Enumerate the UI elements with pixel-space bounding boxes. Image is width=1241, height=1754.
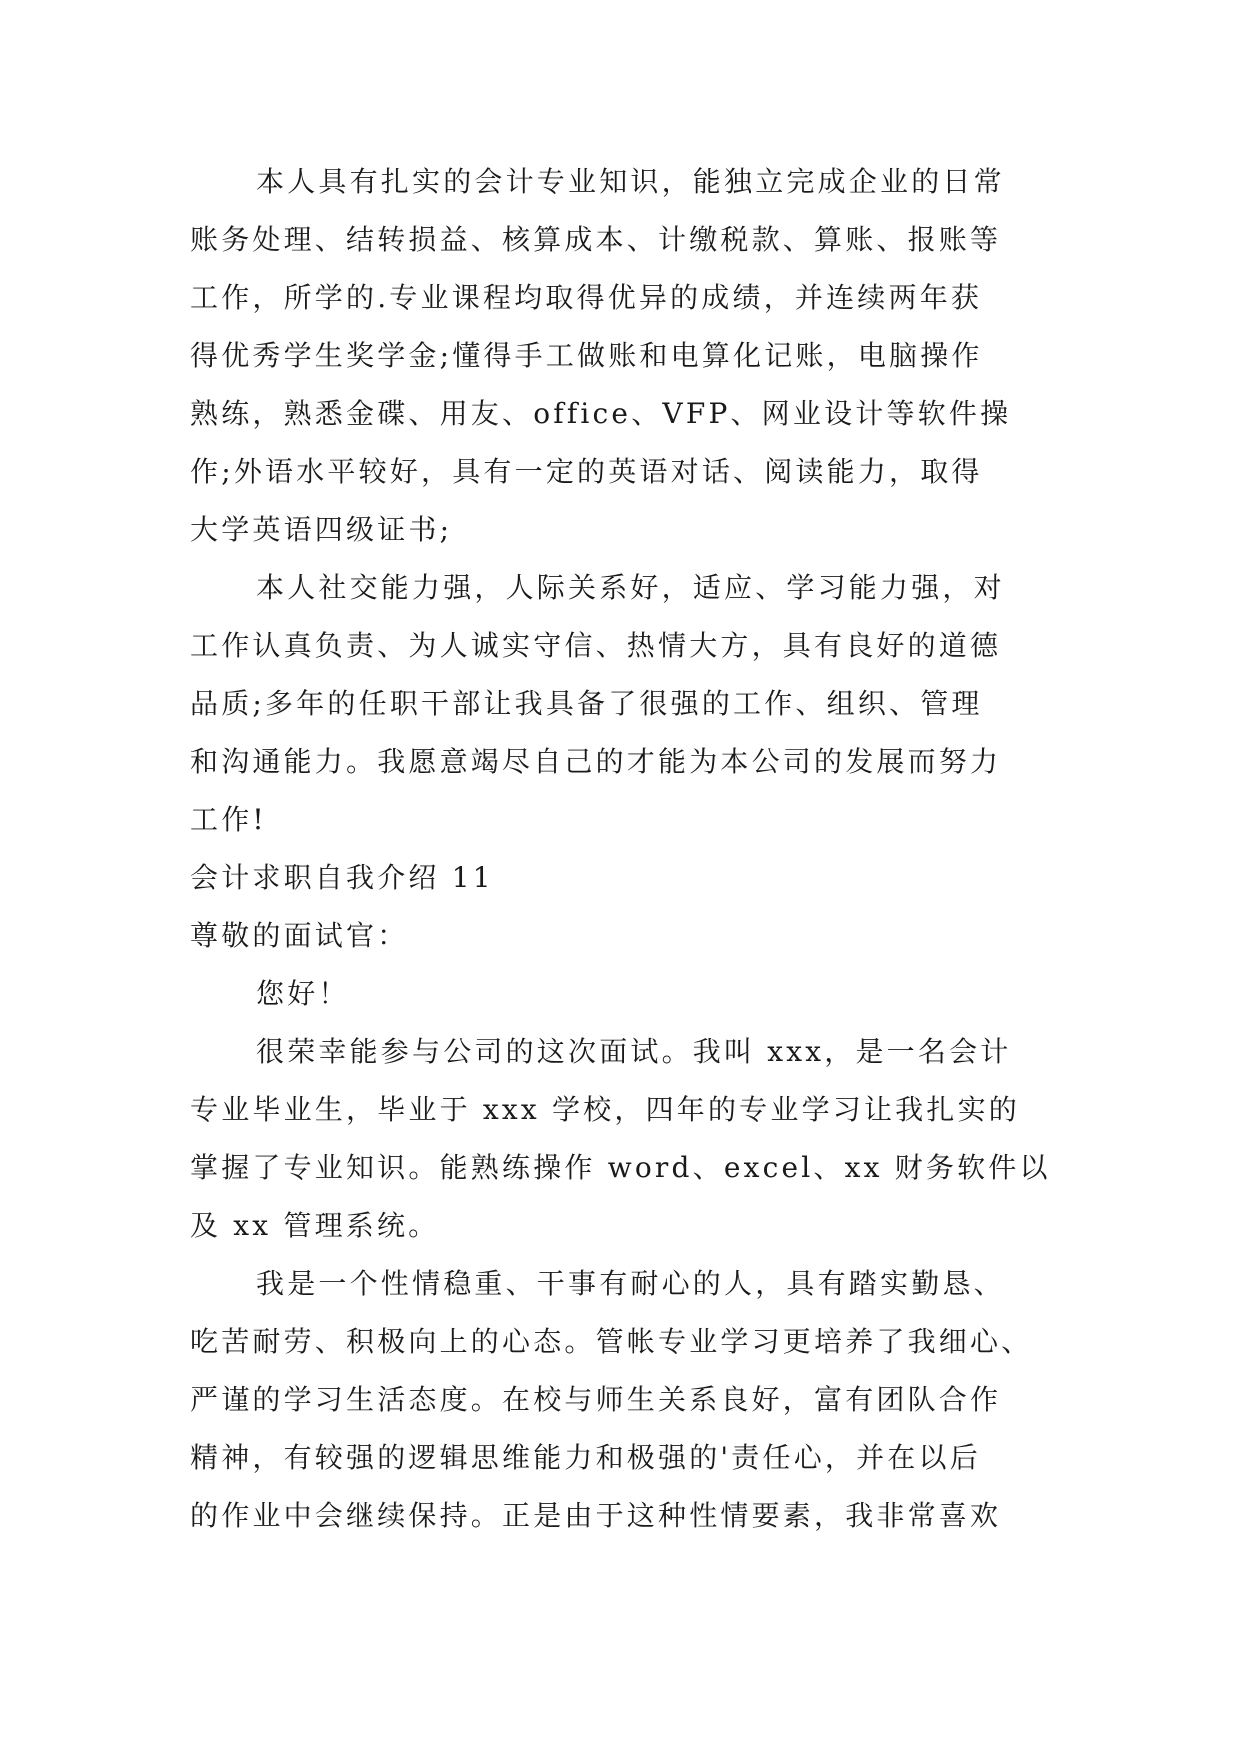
paragraph-line: 熟练，熟悉金碟、用友、office、VFP、网业设计等软件操 xyxy=(190,397,1012,430)
paragraph-line: 品质;多年的任职干部让我具备了很强的工作、组织、管理 xyxy=(190,687,983,720)
paragraph-line: 账务处理、结转损益、核算成本、计缴税款、算账、报账等 xyxy=(190,223,1002,256)
paragraph-line: 工作! xyxy=(190,803,267,836)
paragraph-line: 工作，所学的.专业课程均取得优异的成绩，并连续两年获 xyxy=(190,281,983,314)
paragraph-line: 精神，有较强的逻辑思维能力和极强的'责任心，并在以后 xyxy=(190,1441,981,1474)
greeting: 您好！ xyxy=(256,977,350,1010)
paragraph-line: 专业毕业生，毕业于 xxx 学校，四年的专业学习让我扎实的 xyxy=(190,1093,1020,1126)
paragraph-line: 及 xx 管理系统。 xyxy=(190,1209,440,1242)
paragraph-line: 很荣幸能参与公司的这次面试。我叫 xxx，是一名会计 xyxy=(256,1035,1012,1068)
salutation: 尊敬的面试官： xyxy=(190,919,409,952)
paragraph-line: 得优秀学生奖学金;懂得手工做账和电算化记账，电脑操作 xyxy=(190,339,983,372)
paragraph-line: 本人具有扎实的会计专业知识，能独立完成企业的日常 xyxy=(256,165,1005,198)
paragraph-line: 掌握了专业知识。能熟练操作 word、excel、xx 财务软件以 xyxy=(190,1151,1051,1184)
paragraph-line: 和沟通能力。我愿意竭尽自己的才能为本公司的发展而努力 xyxy=(190,745,1002,778)
paragraph-line: 工作认真负责、为人诚实守信、热情大方，具有良好的道德 xyxy=(190,629,1002,662)
paragraph-line: 的作业中会继续保持。正是由于这种性情要素，我非常喜欢 xyxy=(190,1499,1002,1532)
paragraph-line: 本人社交能力强，人际关系好，适应、学习能力强，对 xyxy=(256,571,1005,604)
paragraph-line: 大学英语四级证书; xyxy=(190,513,453,546)
section-heading: 会计求职自我介绍 11 xyxy=(190,861,494,894)
paragraph-line: 我是一个性情稳重、干事有耐心的人，具有踏实勤恳、 xyxy=(256,1267,1005,1300)
paragraph-line: 作;外语水平较好，具有一定的英语对话、阅读能力，取得 xyxy=(190,455,983,488)
paragraph-line: 严谨的学习生活态度。在校与师生关系良好，富有团队合作 xyxy=(190,1383,1002,1416)
paragraph-line: 吃苦耐劳、积极向上的心态。管帐专业学习更培养了我细心、 xyxy=(190,1325,1033,1358)
